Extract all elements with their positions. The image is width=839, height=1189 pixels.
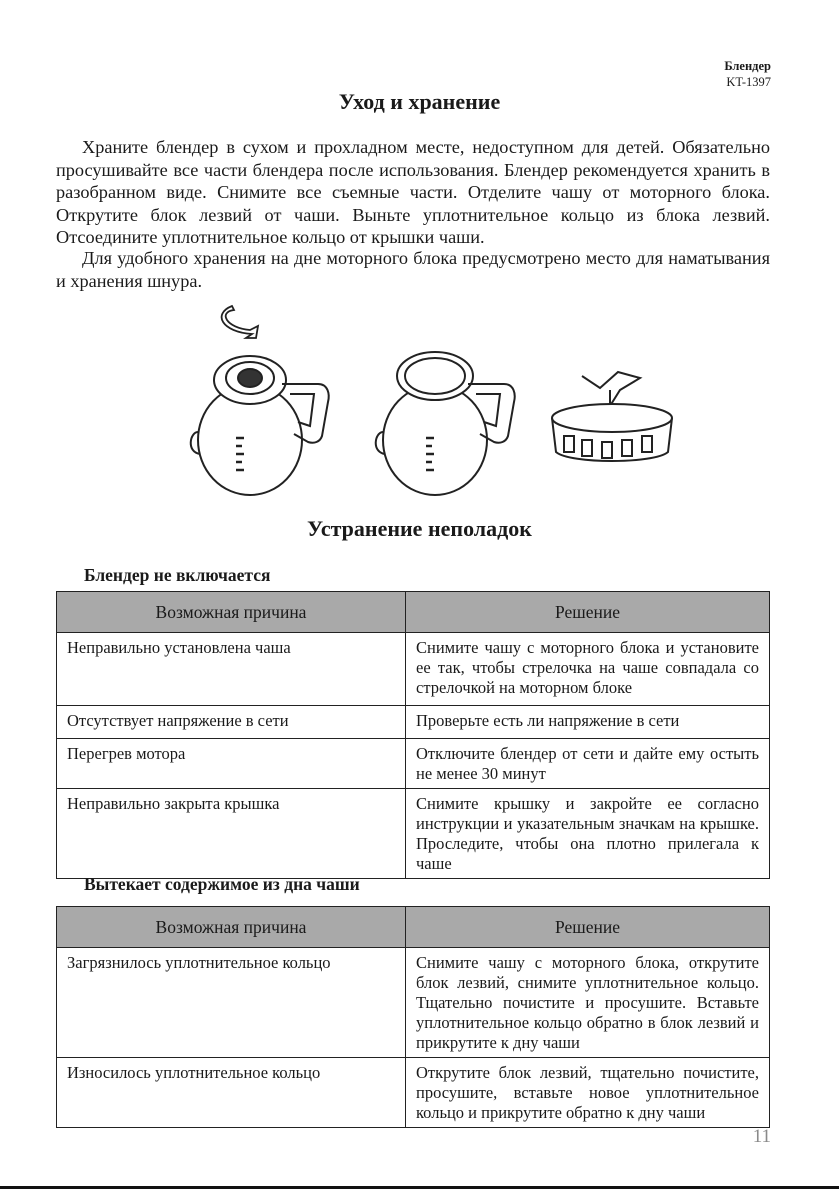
table-header-row: [57, 907, 770, 948]
col-cause-header: Возможная причина: [57, 907, 406, 948]
troubleshooting-table-2: [56, 906, 770, 1128]
header-model: KT-1397: [726, 75, 771, 89]
document-header: [724, 58, 771, 90]
blade-unit-icon: [552, 372, 672, 461]
table-row: [57, 1058, 770, 1128]
troubleshooting-title: Устранение неполадок: [307, 516, 532, 541]
problem-title-2: Вытекает содержимое из дна чаши: [84, 874, 360, 894]
care-section-title: Уход и хранение: [338, 89, 501, 114]
blender-with-lid-icon: [191, 356, 329, 495]
table-row: [57, 948, 770, 1058]
table-row: [57, 789, 770, 879]
col-solution-header: Решение: [406, 907, 770, 948]
table-row: [57, 706, 770, 739]
troubleshooting-table-1: [56, 591, 770, 879]
solution-cell: Снимите крышку и закройте ее согласно инструкции и указательным значкам на крышке. Проследите, чтобы она плотно прилегала к чаше: [406, 789, 770, 879]
solution-cell: Отключите блендер от сети и дайте ему остыть не менее 30 минут: [406, 739, 770, 789]
page-number: 11: [752, 1126, 771, 1147]
cause-cell: Износилось уплотнительное кольцо: [57, 1058, 406, 1128]
problem-title-1: Блендер не включается: [84, 565, 271, 585]
cause-cell: Отсутствует напряжение в сети: [57, 706, 406, 739]
header-product: Блендер: [724, 59, 771, 73]
cause-cell: Неправильно установлена чаша: [57, 633, 406, 706]
solution-cell: Открутите блок лезвий, тщательно почистите, просушите, вставьте новое уплотнительное кольцо и прикрутите обратно к дну чаши: [406, 1058, 770, 1128]
cause-cell: Неправильно закрыта крышка: [57, 789, 406, 879]
solution-cell: Снимите чашу с моторного блока и установите ее так, чтобы стрелочка на чаше совпадала со стрелочкой на моторном блоке: [406, 633, 770, 706]
col-cause-header: Возможная причина: [57, 592, 406, 633]
solution-cell: Снимите чашу с моторного блока, открутите блок лезвий, снимите уплотнительное кольцо. Тщательно почистите и просушите. Вставьте уплотнительное кольцо обратно в блок лезвий и прикрутите к дну чаши: [406, 948, 770, 1058]
col-solution-header: Решение: [406, 592, 770, 633]
table-header-row: [57, 592, 770, 633]
table-row: [57, 633, 770, 706]
blender-open-icon: [376, 352, 515, 495]
cause-cell: Перегрев мотора: [57, 739, 406, 789]
cause-cell: Загрязнилось уплотнительное кольцо: [57, 948, 406, 1058]
table-row: [57, 739, 770, 789]
care-paragraph-1: Храните блендер в сухом и прохладном месте, недоступном для детей. Обязательно просушивайте все части блендера после использования. Блендер рекомендуется хранить в разобранном виде. Снимите все съемные части. Отделите чашу от моторного блока. Открутите блок лезвий от чаши. Выньте уплотнительное кольцо из блока лезвий. Отсоедините уплотнительное кольцо от крышки чаши.: [56, 137, 770, 248]
blender-illustrations: [170, 302, 690, 502]
care-paragraph-2: Для удобного хранения на дне моторного блока предусмотрено место для наматывания и хранения шнура.: [56, 248, 770, 291]
rotate-arrow-icon: [222, 306, 258, 338]
solution-cell: Проверьте есть ли напряжение в сети: [406, 706, 770, 739]
